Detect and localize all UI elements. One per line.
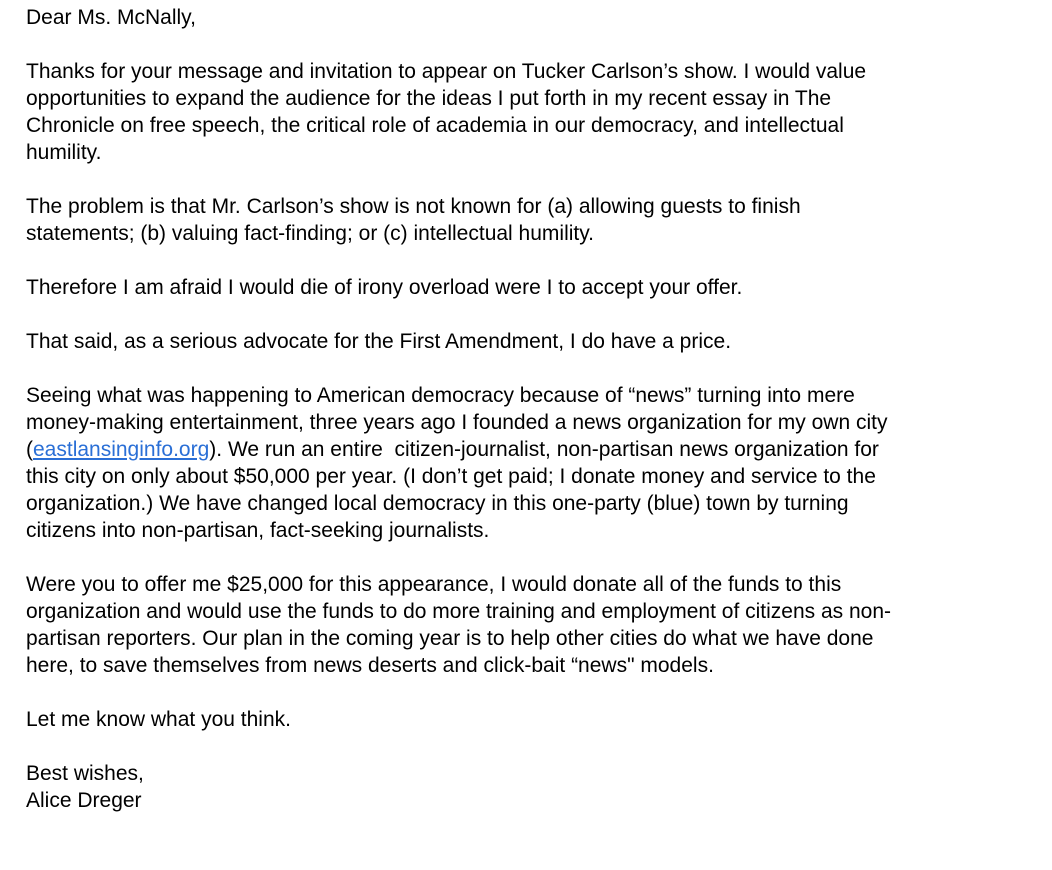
- paragraph-thanks: [26, 58, 1041, 166]
- text-line: money-making entertainment, three years ago I founded a news organization for my own city: [26, 411, 888, 434]
- text-line: organization.) We have changed local democracy in this one-party (blue) town by turning: [26, 492, 849, 515]
- paragraph-offer: [26, 571, 1041, 679]
- text-line: partisan reporters. Our plan in the coming year is to help other cities do what we have done: [26, 627, 874, 650]
- text-line: Seeing what was happening to American democracy because of “news” turning into mere: [26, 384, 855, 407]
- text-line: statements; (b) valuing fact-finding; or (c) intellectual humility.: [26, 222, 595, 245]
- text-line: this city on only about $50,000 per year. (I don’t get paid; I donate money and service to the: [26, 465, 876, 488]
- text-line: Therefore I am afraid I would die of irony overload were I to accept your offer.: [26, 276, 743, 299]
- greeting: Dear Ms. McNally,: [26, 6, 196, 29]
- paragraph-spacer: [26, 355, 1041, 382]
- text-line: Chronicle on free speech, the critical role of academia in our democracy, and intellectual: [26, 114, 844, 137]
- text-line: citizens into non-partisan, fact-seeking journalists.: [26, 519, 490, 542]
- paragraph-therefore: [26, 274, 1041, 301]
- text-line: here, to save themselves from news deserts and click-bait “news" models.: [26, 654, 714, 677]
- text-line-with-link: [26, 436, 1041, 463]
- eastlansinginfo-link[interactable]: eastlansinginfo.org: [33, 438, 210, 461]
- text-line: The problem is that Mr. Carlson’s show is not known for (a) allowing guests to finish: [26, 195, 801, 218]
- text-line: opportunities to expand the audience for the ideas I put forth in my recent essay in The: [26, 87, 832, 110]
- paragraph-let-me-know: [26, 706, 1041, 733]
- paragraph-spacer: [26, 679, 1041, 706]
- paragraph-news-organization: [26, 382, 1041, 544]
- text-line: Let me know what you think.: [26, 708, 291, 731]
- paragraph-problem: [26, 193, 1041, 247]
- paragraph-price: [26, 328, 1041, 355]
- text-fragment: (: [26, 438, 33, 461]
- text-line: humility.: [26, 141, 102, 164]
- email-body: [26, 4, 1041, 814]
- text-line: organization and would use the funds to do more training and employment of citizens as non-: [26, 600, 892, 623]
- text-line: That said, as a serious advocate for the First Amendment, I do have a price.: [26, 330, 732, 353]
- paragraph-spacer: [26, 247, 1041, 274]
- paragraph-spacer: [26, 301, 1041, 328]
- paragraph-spacer: [26, 31, 1041, 58]
- paragraph-spacer: [26, 544, 1041, 571]
- paragraph-spacer: [26, 733, 1041, 760]
- text-fragment: ). We run an entire citizen-journalist, non-partisan news organization for: [209, 438, 879, 461]
- text-line: Were you to offer me $25,000 for this appearance, I would donate all of the funds to this: [26, 573, 842, 596]
- paragraph-spacer: [26, 166, 1041, 193]
- text-line: Thanks for your message and invitation to appear on Tucker Carlson’s show. I would value: [26, 60, 867, 83]
- closing: Best wishes,: [26, 762, 144, 785]
- signature: Alice Dreger: [26, 789, 142, 812]
